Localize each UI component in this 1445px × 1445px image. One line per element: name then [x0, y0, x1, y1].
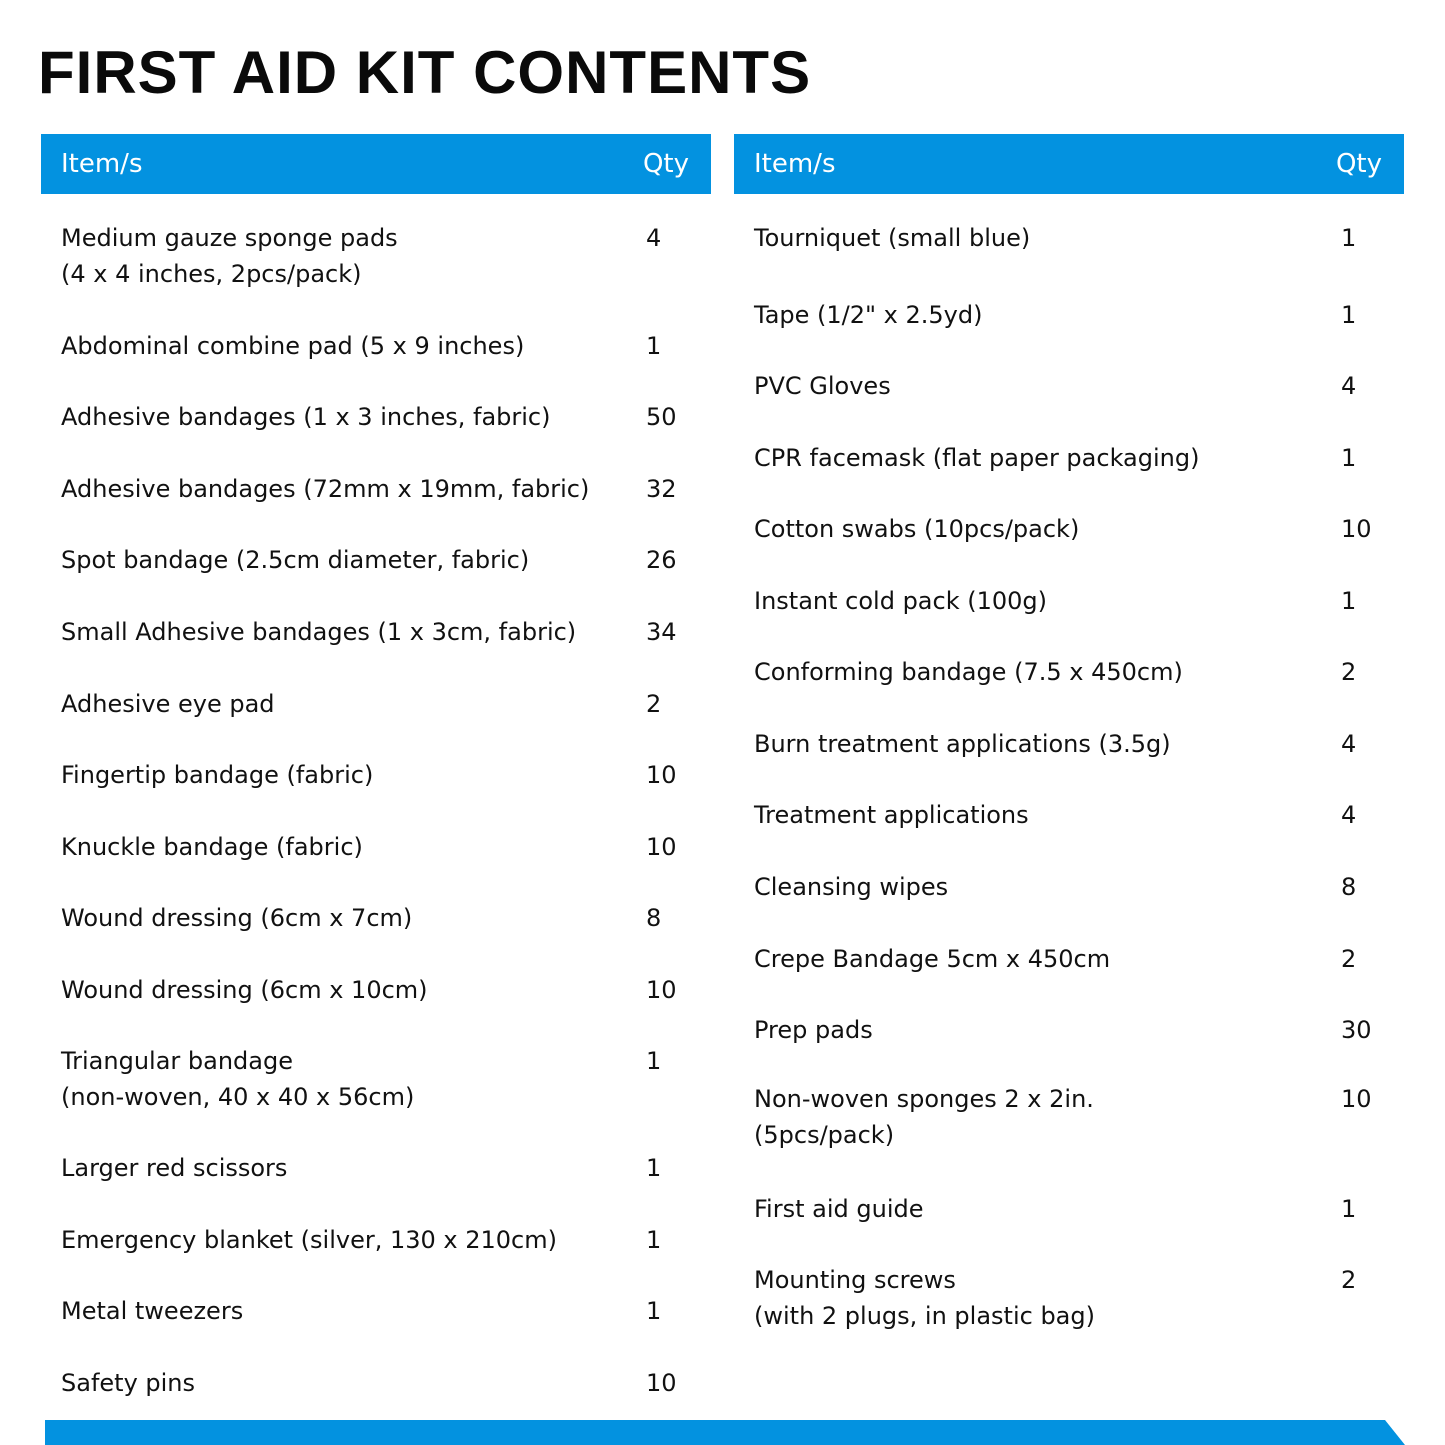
item-name: Adhesive bandages (72mm x 19mm, fabric)	[61, 475, 590, 503]
item-name: Adhesive bandages (1 x 3 inches, fabric)	[61, 403, 551, 431]
left-table-header	[41, 134, 711, 194]
item-name: Triangular bandage (non-woven, 40 x 40 x 56cm)	[61, 1047, 415, 1111]
left-header-qty: Qty	[642, 149, 689, 179]
item-name: Conforming bandage (7.5 x 450cm)	[754, 658, 1183, 686]
item-name: Non-woven sponges 2 x 2in. (5pcs/pack)	[754, 1085, 1094, 1149]
item-qty: 26	[646, 546, 677, 574]
item-name: Tourniquet (small blue)	[754, 224, 1031, 252]
item-qty: 4	[1341, 372, 1357, 400]
item-name: Metal tweezers	[61, 1297, 244, 1325]
item-qty: 1	[646, 1047, 662, 1075]
item-qty: 10	[1341, 1085, 1372, 1113]
item-name: Instant cold pack (100g)	[754, 587, 1048, 615]
item-name: Crepe Bandage 5cm x 450cm	[754, 945, 1111, 973]
item-name: Wound dressing (6cm x 10cm)	[61, 976, 428, 1004]
item-name: Safety pins	[61, 1369, 196, 1397]
item-qty: 32	[646, 475, 677, 503]
item-name: Adhesive eye pad	[61, 690, 275, 718]
item-qty: 2	[1341, 945, 1357, 973]
item-name: Cleansing wipes	[754, 873, 949, 901]
item-name: PVC Gloves	[754, 372, 891, 400]
item-qty: 34	[646, 618, 677, 646]
item-name: Knuckle bandage (fabric)	[61, 833, 363, 861]
item-qty: 4	[1341, 801, 1357, 829]
item-name: Cotton swabs (10pcs/pack)	[754, 515, 1080, 543]
item-qty: 10	[646, 976, 677, 1004]
item-qty: 1	[646, 1154, 662, 1182]
item-name: Fingertip bandage (fabric)	[61, 761, 374, 789]
item-qty: 1	[1341, 587, 1357, 615]
item-qty: 10	[1341, 515, 1372, 543]
item-qty: 1	[646, 332, 662, 360]
item-qty: 4	[1341, 730, 1357, 758]
item-qty: 1	[1341, 301, 1357, 329]
item-name: First aid guide	[754, 1195, 924, 1223]
item-name: Tape (1/2" x 2.5yd)	[754, 301, 983, 329]
item-name: Mounting screws (with 2 plugs, in plastic bag)	[754, 1266, 1095, 1330]
item-qty: 10	[646, 833, 677, 861]
item-qty: 2	[646, 690, 662, 718]
item-name: Small Adhesive bandages (1 x 3cm, fabric)	[61, 618, 577, 646]
left-header-item: Item/s	[61, 149, 143, 179]
right-header-qty: Qty	[1335, 149, 1382, 179]
item-name: Medium gauze sponge pads (4 x 4 inches, 2pcs/pack)	[61, 224, 398, 288]
item-name: Larger red scissors	[61, 1154, 288, 1182]
item-qty: 8	[1341, 873, 1357, 901]
item-name: Burn treatment applications (3.5g)	[754, 730, 1171, 758]
item-qty: 1	[646, 1297, 662, 1325]
item-qty: 10	[646, 761, 677, 789]
page-title: FIRST AID KIT CONTENTS	[38, 39, 812, 106]
item-qty: 30	[1341, 1016, 1372, 1044]
right-table-header	[734, 134, 1404, 194]
item-qty: 10	[646, 1369, 677, 1397]
item-qty: 1	[1341, 224, 1357, 252]
item-name: Prep pads	[754, 1016, 873, 1044]
item-qty: 2	[1341, 1266, 1357, 1294]
item-name: Treatment applications	[754, 801, 1029, 829]
right-header-item: Item/s	[754, 149, 836, 179]
item-name: Abdominal combine pad (5 x 9 inches)	[61, 332, 525, 360]
item-qty: 8	[646, 904, 662, 932]
item-qty: 50	[646, 403, 677, 431]
item-name: Emergency blanket (silver, 130 x 210cm)	[61, 1226, 557, 1254]
item-qty: 1	[1341, 1195, 1357, 1223]
item-qty: 4	[646, 224, 662, 252]
item-qty: 1	[646, 1226, 662, 1254]
item-qty: 2	[1341, 658, 1357, 686]
item-name: Wound dressing (6cm x 7cm)	[61, 904, 413, 932]
item-name: Spot bandage (2.5cm diameter, fabric)	[61, 546, 530, 574]
item-qty: 1	[1341, 444, 1357, 472]
footer-accent-bar	[45, 1420, 1405, 1445]
item-name: CPR facemask (flat paper packaging)	[754, 444, 1200, 472]
